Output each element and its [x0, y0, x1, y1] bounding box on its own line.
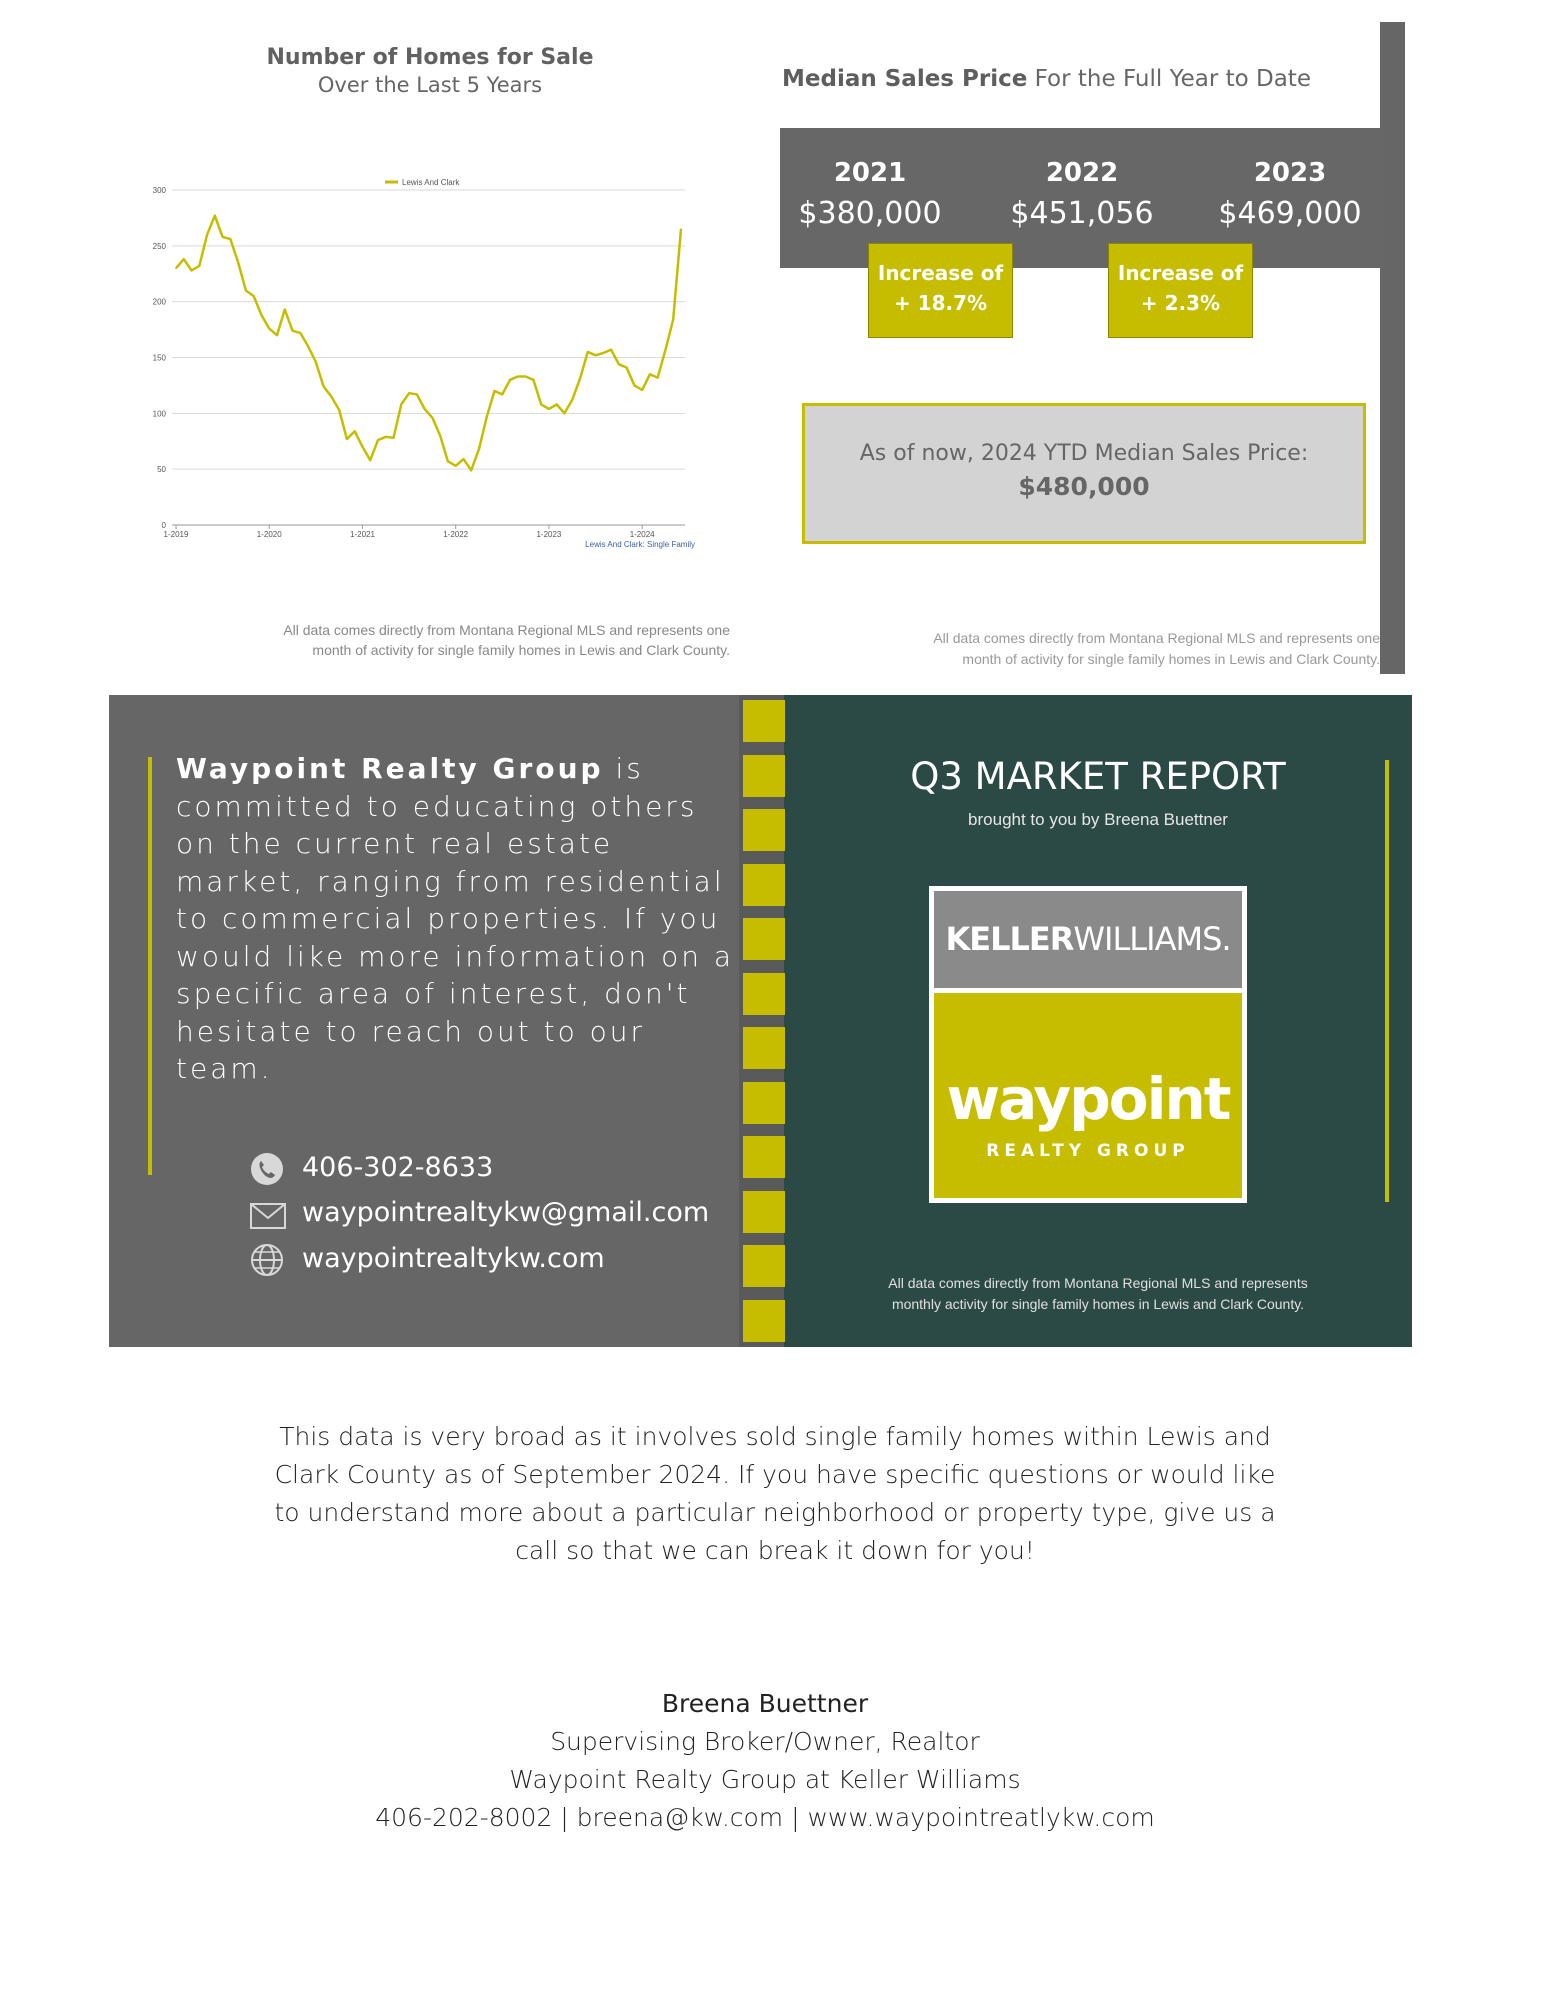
phone-number[interactable]: 406-302-8633	[302, 1152, 494, 1183]
data-point	[571, 399, 573, 401]
divider-square	[743, 755, 785, 797]
y-tick-label: 50	[157, 465, 166, 475]
data-point	[261, 314, 263, 316]
data-point	[253, 295, 255, 297]
data-point	[680, 228, 682, 230]
x-tick-label: 1-2024	[629, 530, 655, 539]
signature-company: Waypoint Realty Group at Keller Williams	[509, 1765, 1021, 1794]
company-logo	[929, 886, 1247, 1203]
kw-rest: WILLIAMS.	[1073, 920, 1231, 958]
waypoint-wordmark: waypoint	[946, 1065, 1230, 1133]
waypoint-logo	[934, 993, 1242, 1198]
divider-square	[743, 1136, 785, 1178]
data-point	[595, 354, 597, 356]
intro-text: is committed to educating others on the current real estate market, ranging from residential to commercial properties. If you would like more information on a specific area of interest, don't hesitate to reach out to our team.	[176, 752, 734, 1085]
divider-square	[743, 1300, 785, 1342]
data-point	[393, 437, 395, 439]
divider-square	[743, 1245, 785, 1287]
y-tick-label: 300	[152, 186, 166, 195]
year-label: 2023	[1253, 158, 1327, 188]
data-point	[300, 332, 302, 334]
left-accent-line	[148, 757, 152, 1175]
increase-box-2023	[1108, 243, 1253, 338]
median-price-heading	[782, 66, 1311, 92]
data-point	[649, 373, 651, 375]
data-point	[657, 377, 659, 379]
divider-square	[743, 700, 785, 742]
chart-note-line-2: month of activity for single family homes in Lewis and Clark County.	[312, 642, 730, 658]
data-point	[533, 379, 535, 381]
data-point	[385, 436, 387, 438]
data-point	[276, 334, 278, 336]
x-tick-label: 1-2023	[536, 530, 562, 539]
intro-paragraph	[176, 750, 736, 1088]
data-point	[237, 262, 239, 264]
divider-square	[743, 864, 785, 906]
data-point	[517, 376, 519, 378]
data-point	[206, 234, 208, 236]
median-source-note	[860, 628, 1380, 670]
year-label: 2021	[833, 158, 907, 188]
mail-icon	[250, 1203, 286, 1229]
data-point	[455, 465, 457, 467]
increase-box-2022	[868, 243, 1013, 338]
ytd-value: $480,000	[1018, 472, 1150, 501]
waypoint-subtitle: REALTY GROUP	[986, 1141, 1190, 1161]
intro-company: Waypoint Realty Group	[176, 752, 604, 785]
legend-label: Lewis And Clark	[402, 178, 460, 187]
kw-bold: KELLER	[945, 920, 1074, 958]
signature-role: Supervising Broker/Owner, Realtor	[550, 1727, 980, 1756]
year-price: $380,000	[798, 196, 942, 231]
y-tick-label: 150	[152, 353, 166, 363]
signature-name: Breena Buettner	[661, 1689, 869, 1718]
data-point	[268, 328, 270, 330]
y-tick-label: 200	[152, 297, 166, 307]
report-subtitle: brought to you by Breena Buettner	[968, 810, 1228, 829]
data-point	[315, 361, 317, 363]
data-point	[292, 330, 294, 332]
data-point	[377, 439, 379, 441]
data-point	[199, 265, 201, 267]
data-point	[323, 386, 325, 388]
data-point	[587, 351, 589, 353]
data-point	[579, 378, 581, 380]
increase-value: + 2.3%	[1140, 291, 1221, 315]
data-point	[175, 267, 177, 269]
data-point	[634, 385, 636, 387]
data-point	[401, 404, 403, 406]
globe-icon	[250, 1243, 284, 1277]
chart-heading	[170, 44, 690, 98]
x-tick-label: 1-2022	[443, 530, 469, 539]
data-point	[416, 394, 418, 396]
signature-contact[interactable]: 406-202-8002 | breena@kw.com | www.waypointreatlykw.com	[375, 1803, 1155, 1832]
year-2021	[780, 158, 960, 231]
data-point	[362, 446, 364, 448]
homes-for-sale-chart	[140, 170, 700, 565]
data-point	[603, 352, 605, 354]
data-point	[408, 392, 410, 394]
year-2023	[1200, 158, 1380, 231]
data-point	[191, 270, 193, 272]
data-point	[432, 417, 434, 419]
closing-paragraph: This data is very broad as it involves sold single family homes within Lewis and Clark County as of September 2024. If you have specific questions or would like to understand more about a particular neighborhood or property type, give us a call so that we can break it down for you!	[274, 1422, 1276, 1565]
data-point	[222, 236, 224, 238]
year-2022	[992, 158, 1172, 231]
data-point	[626, 367, 628, 369]
divider-square	[743, 973, 785, 1015]
divider-square	[743, 1027, 785, 1069]
median-title-rest: For the Full Year to Date	[1034, 66, 1311, 92]
data-point	[478, 448, 480, 450]
chart-title: Number of Homes for Sale	[266, 45, 594, 70]
data-point	[618, 363, 620, 365]
data-point	[354, 430, 356, 432]
data-point	[369, 459, 371, 461]
data-point	[338, 409, 340, 411]
data-point	[509, 379, 511, 381]
data-point	[548, 408, 550, 410]
data-point	[447, 461, 449, 463]
median-title-bold: Median Sales Price	[782, 66, 1028, 92]
increase-label: Increase of	[1117, 261, 1244, 285]
signature-block	[200, 1685, 1330, 1837]
data-point	[214, 215, 216, 217]
data-point	[284, 309, 286, 311]
series-line-lewis-and-clark	[176, 216, 681, 471]
chart-source-note	[210, 620, 730, 660]
data-point	[556, 404, 558, 406]
divider-square	[743, 809, 785, 851]
data-point	[346, 438, 348, 440]
divider-square	[743, 1191, 785, 1233]
median-note-line-1: All data comes directly from Montana Regional MLS and represents one	[933, 630, 1380, 646]
data-point	[183, 258, 185, 260]
ytd-median-box	[802, 403, 1366, 544]
data-point	[463, 458, 465, 460]
data-point	[439, 435, 441, 437]
right-edge-bar	[1380, 22, 1405, 674]
data-point	[525, 376, 527, 378]
email-address[interactable]: waypointrealtykw@gmail.com	[302, 1197, 710, 1228]
data-point	[564, 413, 566, 415]
median-note-line-2: month of activity for single family homes in Lewis and Clark County.	[962, 651, 1380, 667]
data-point	[486, 416, 488, 418]
banner-note-line-1: All data comes directly from Montana Regional MLS and represents	[888, 1275, 1308, 1291]
phone-icon	[250, 1152, 284, 1186]
ytd-label: As of now, 2024 YTD Median Sales Price:	[859, 441, 1309, 466]
increase-label: Increase of	[877, 261, 1004, 285]
data-point	[641, 389, 643, 391]
y-tick-label: 250	[152, 241, 166, 251]
year-label: 2022	[1045, 158, 1119, 188]
data-point	[307, 346, 309, 348]
data-point	[540, 404, 542, 406]
banner-source-note	[784, 1273, 1412, 1315]
y-tick-label: 100	[152, 409, 166, 419]
year-price: $469,000	[1218, 196, 1362, 231]
chart-subtitle: Over the Last 5 Years	[317, 73, 543, 97]
keller-williams-logo	[934, 891, 1242, 988]
data-point	[672, 319, 674, 321]
chart-caption: Lewis And Clark: Single Family	[585, 540, 695, 549]
website-url[interactable]: waypointrealtykw.com	[302, 1243, 605, 1274]
y-tick-label: 0	[161, 521, 166, 530]
data-point	[610, 349, 612, 351]
increase-value: + 18.7%	[893, 291, 988, 315]
chart-note-line-1: All data comes directly from Montana Regional MLS and represents one	[283, 622, 730, 638]
data-point	[502, 394, 504, 396]
banner-note-line-2: monthly activity for single family homes in Lewis and Clark County.	[891, 1296, 1305, 1312]
data-point	[230, 238, 232, 240]
report-title: Q3 MARKET REPORT	[910, 755, 1286, 798]
year-price: $451,056	[1010, 196, 1154, 231]
divider-square	[743, 1082, 785, 1124]
x-tick-label: 1-2021	[350, 530, 375, 539]
data-point	[470, 469, 472, 471]
x-tick-label: 1-2019	[163, 530, 189, 539]
divider-square	[743, 918, 785, 960]
data-point	[245, 290, 247, 292]
data-point	[494, 390, 496, 392]
data-point	[665, 349, 667, 351]
x-tick-label: 1-2020	[256, 530, 282, 539]
data-point	[331, 396, 333, 398]
data-point	[424, 408, 426, 410]
